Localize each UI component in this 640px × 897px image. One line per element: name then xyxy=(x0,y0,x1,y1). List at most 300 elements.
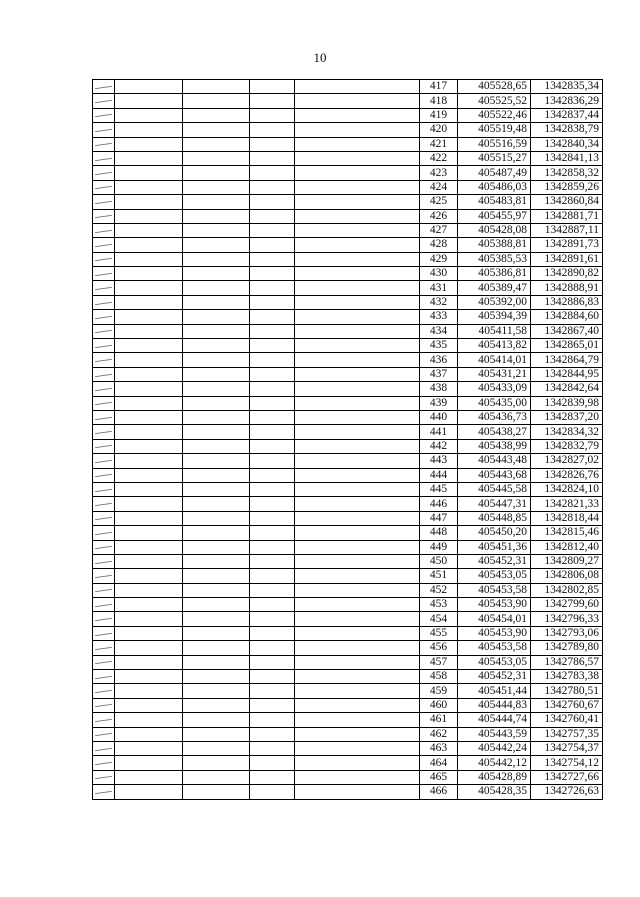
point-number-cell: 451 xyxy=(420,569,458,583)
empty-cell xyxy=(183,339,250,353)
empty-cell xyxy=(93,410,115,424)
empty-cell xyxy=(183,727,250,741)
empty-cell xyxy=(250,727,295,741)
empty-cell xyxy=(93,396,115,410)
empty-cell xyxy=(115,511,183,525)
y-coordinate-cell: 1342799,60 xyxy=(531,598,603,612)
empty-cell xyxy=(295,166,420,180)
empty-cell xyxy=(115,238,183,252)
empty-cell xyxy=(295,785,420,799)
x-coordinate-cell: 405528,65 xyxy=(458,80,531,94)
point-number-cell: 453 xyxy=(420,598,458,612)
empty-cell xyxy=(183,569,250,583)
y-coordinate-cell: 1342840,34 xyxy=(531,137,603,151)
empty-cell xyxy=(295,727,420,741)
empty-cell xyxy=(93,267,115,281)
empty-cell xyxy=(183,454,250,468)
point-number-cell: 426 xyxy=(420,209,458,223)
x-coordinate-cell: 405454,01 xyxy=(458,612,531,626)
point-number-cell: 422 xyxy=(420,151,458,165)
x-coordinate-cell: 405486,03 xyxy=(458,180,531,194)
table-row xyxy=(93,367,603,381)
empty-cell xyxy=(183,612,250,626)
empty-cell xyxy=(183,583,250,597)
empty-cell xyxy=(93,425,115,439)
y-coordinate-cell: 1342821,33 xyxy=(531,497,603,511)
empty-cell xyxy=(93,482,115,496)
empty-cell xyxy=(183,482,250,496)
empty-cell xyxy=(250,166,295,180)
x-coordinate-cell: 405413,82 xyxy=(458,339,531,353)
empty-cell xyxy=(93,655,115,669)
empty-cell xyxy=(93,741,115,755)
x-coordinate-cell: 405388,81 xyxy=(458,238,531,252)
empty-cell xyxy=(183,137,250,151)
y-coordinate-cell: 1342802,85 xyxy=(531,583,603,597)
y-coordinate-cell: 1342839,98 xyxy=(531,396,603,410)
x-coordinate-cell: 405394,39 xyxy=(458,310,531,324)
y-coordinate-cell: 1342888,91 xyxy=(531,281,603,295)
empty-cell xyxy=(295,454,420,468)
empty-cell xyxy=(115,655,183,669)
y-coordinate-cell: 1342826,76 xyxy=(531,468,603,482)
empty-cell xyxy=(93,439,115,453)
table-row xyxy=(93,410,603,424)
empty-cell xyxy=(295,123,420,137)
x-coordinate-cell: 405431,21 xyxy=(458,367,531,381)
empty-cell xyxy=(93,223,115,237)
point-number-cell: 438 xyxy=(420,382,458,396)
point-number-cell: 459 xyxy=(420,684,458,698)
empty-cell xyxy=(250,123,295,137)
y-coordinate-cell: 1342796,33 xyxy=(531,612,603,626)
x-coordinate-cell: 405451,44 xyxy=(458,684,531,698)
empty-cell xyxy=(295,439,420,453)
empty-cell xyxy=(115,741,183,755)
empty-cell xyxy=(115,482,183,496)
empty-cell xyxy=(183,425,250,439)
point-number-cell: 466 xyxy=(420,785,458,799)
empty-cell xyxy=(183,238,250,252)
point-number-cell: 430 xyxy=(420,267,458,281)
empty-cell xyxy=(295,684,420,698)
empty-cell xyxy=(250,295,295,309)
point-number-cell: 465 xyxy=(420,770,458,784)
y-coordinate-cell: 1342815,46 xyxy=(531,526,603,540)
empty-cell xyxy=(250,223,295,237)
table-row xyxy=(93,223,603,237)
empty-cell xyxy=(295,209,420,223)
point-number-cell: 461 xyxy=(420,713,458,727)
x-coordinate-cell: 405453,58 xyxy=(458,583,531,597)
empty-cell xyxy=(115,252,183,266)
x-coordinate-cell: 405448,85 xyxy=(458,511,531,525)
empty-cell xyxy=(115,785,183,799)
table-row xyxy=(93,511,603,525)
x-coordinate-cell: 405444,74 xyxy=(458,713,531,727)
empty-cell xyxy=(93,209,115,223)
empty-cell xyxy=(183,439,250,453)
empty-cell xyxy=(183,410,250,424)
empty-cell xyxy=(115,554,183,568)
empty-cell xyxy=(115,583,183,597)
empty-cell xyxy=(93,180,115,194)
empty-cell xyxy=(295,367,420,381)
table-row xyxy=(93,756,603,770)
empty-cell xyxy=(250,367,295,381)
point-number-cell: 455 xyxy=(420,626,458,640)
empty-cell xyxy=(93,540,115,554)
y-coordinate-cell: 1342864,79 xyxy=(531,353,603,367)
empty-cell xyxy=(183,166,250,180)
table-row xyxy=(93,339,603,353)
empty-cell xyxy=(115,641,183,655)
x-coordinate-cell: 405443,59 xyxy=(458,727,531,741)
empty-cell xyxy=(295,713,420,727)
table-row xyxy=(93,482,603,496)
point-number-cell: 463 xyxy=(420,741,458,755)
y-coordinate-cell: 1342859,26 xyxy=(531,180,603,194)
x-coordinate-cell: 405414,01 xyxy=(458,353,531,367)
table-row xyxy=(93,583,603,597)
empty-cell xyxy=(183,267,250,281)
empty-cell xyxy=(250,439,295,453)
table-row xyxy=(93,382,603,396)
empty-cell xyxy=(250,310,295,324)
empty-cell xyxy=(115,756,183,770)
empty-cell xyxy=(295,526,420,540)
y-coordinate-cell: 1342837,44 xyxy=(531,108,603,122)
empty-cell xyxy=(93,151,115,165)
empty-cell xyxy=(115,137,183,151)
table-row xyxy=(93,151,603,165)
empty-cell xyxy=(250,137,295,151)
y-coordinate-cell: 1342727,66 xyxy=(531,770,603,784)
empty-cell xyxy=(250,612,295,626)
empty-cell xyxy=(250,540,295,554)
empty-cell xyxy=(183,497,250,511)
empty-cell xyxy=(183,94,250,108)
y-coordinate-cell: 1342726,63 xyxy=(531,785,603,799)
x-coordinate-cell: 405525,52 xyxy=(458,94,531,108)
empty-cell xyxy=(115,281,183,295)
empty-cell xyxy=(295,770,420,784)
empty-cell xyxy=(183,670,250,684)
empty-cell xyxy=(183,526,250,540)
empty-cell xyxy=(93,727,115,741)
empty-cell xyxy=(250,511,295,525)
point-number-cell: 444 xyxy=(420,468,458,482)
empty-cell xyxy=(183,223,250,237)
point-number-cell: 440 xyxy=(420,410,458,424)
table-row xyxy=(93,713,603,727)
empty-cell xyxy=(115,324,183,338)
empty-cell xyxy=(93,641,115,655)
empty-cell xyxy=(115,612,183,626)
y-coordinate-cell: 1342890,82 xyxy=(531,267,603,281)
empty-cell xyxy=(295,195,420,209)
point-number-cell: 431 xyxy=(420,281,458,295)
y-coordinate-cell: 1342835,34 xyxy=(531,80,603,94)
empty-cell xyxy=(93,626,115,640)
table-row xyxy=(93,238,603,252)
empty-cell xyxy=(183,252,250,266)
y-coordinate-cell: 1342806,08 xyxy=(531,569,603,583)
point-number-cell: 456 xyxy=(420,641,458,655)
empty-cell xyxy=(295,583,420,597)
x-coordinate-cell: 405519,48 xyxy=(458,123,531,137)
coordinates-table xyxy=(92,79,603,800)
y-coordinate-cell: 1342786,57 xyxy=(531,655,603,669)
empty-cell xyxy=(250,770,295,784)
empty-cell xyxy=(250,382,295,396)
empty-cell xyxy=(295,554,420,568)
empty-cell xyxy=(183,324,250,338)
table-row xyxy=(93,655,603,669)
empty-cell xyxy=(250,641,295,655)
y-coordinate-cell: 1342780,51 xyxy=(531,684,603,698)
point-number-cell: 436 xyxy=(420,353,458,367)
table-row xyxy=(93,641,603,655)
empty-cell xyxy=(250,454,295,468)
empty-cell xyxy=(93,583,115,597)
table-row xyxy=(93,540,603,554)
table-row xyxy=(93,670,603,684)
y-coordinate-cell: 1342760,41 xyxy=(531,713,603,727)
empty-cell xyxy=(295,353,420,367)
empty-cell xyxy=(93,526,115,540)
point-number-cell: 427 xyxy=(420,223,458,237)
empty-cell xyxy=(295,295,420,309)
empty-cell xyxy=(93,497,115,511)
empty-cell xyxy=(295,569,420,583)
empty-cell xyxy=(183,713,250,727)
point-number-cell: 454 xyxy=(420,612,458,626)
empty-cell xyxy=(115,195,183,209)
x-coordinate-cell: 405487,49 xyxy=(458,166,531,180)
empty-cell xyxy=(183,108,250,122)
empty-cell xyxy=(115,439,183,453)
table-row xyxy=(93,324,603,338)
x-coordinate-cell: 405444,83 xyxy=(458,698,531,712)
empty-cell xyxy=(93,670,115,684)
empty-cell xyxy=(250,180,295,194)
empty-cell xyxy=(183,367,250,381)
empty-cell xyxy=(93,756,115,770)
empty-cell xyxy=(250,425,295,439)
empty-cell xyxy=(250,353,295,367)
y-coordinate-cell: 1342837,20 xyxy=(531,410,603,424)
y-coordinate-cell: 1342844,95 xyxy=(531,367,603,381)
empty-cell xyxy=(250,238,295,252)
y-coordinate-cell: 1342812,40 xyxy=(531,540,603,554)
empty-cell xyxy=(183,540,250,554)
empty-cell xyxy=(250,598,295,612)
empty-cell xyxy=(183,785,250,799)
table-row xyxy=(93,598,603,612)
point-number-cell: 432 xyxy=(420,295,458,309)
empty-cell xyxy=(250,324,295,338)
empty-cell xyxy=(295,267,420,281)
x-coordinate-cell: 405483,81 xyxy=(458,195,531,209)
empty-cell xyxy=(115,151,183,165)
point-number-cell: 433 xyxy=(420,310,458,324)
empty-cell xyxy=(250,569,295,583)
x-coordinate-cell: 405445,58 xyxy=(458,482,531,496)
y-coordinate-cell: 1342783,38 xyxy=(531,670,603,684)
empty-cell xyxy=(115,727,183,741)
empty-cell xyxy=(183,80,250,94)
empty-cell xyxy=(250,209,295,223)
x-coordinate-cell: 405438,99 xyxy=(458,439,531,453)
empty-cell xyxy=(250,396,295,410)
x-coordinate-cell: 405452,31 xyxy=(458,554,531,568)
y-coordinate-cell: 1342789,80 xyxy=(531,641,603,655)
empty-cell xyxy=(295,741,420,755)
empty-cell xyxy=(93,80,115,94)
empty-cell xyxy=(93,238,115,252)
point-number-cell: 450 xyxy=(420,554,458,568)
empty-cell xyxy=(250,626,295,640)
point-number-cell: 452 xyxy=(420,583,458,597)
empty-cell xyxy=(93,166,115,180)
empty-cell xyxy=(295,310,420,324)
x-coordinate-cell: 405516,59 xyxy=(458,137,531,151)
empty-cell xyxy=(93,123,115,137)
y-coordinate-cell: 1342860,84 xyxy=(531,195,603,209)
x-coordinate-cell: 405428,35 xyxy=(458,785,531,799)
empty-cell xyxy=(115,94,183,108)
point-number-cell: 437 xyxy=(420,367,458,381)
x-coordinate-cell: 405436,73 xyxy=(458,410,531,424)
point-number-cell: 441 xyxy=(420,425,458,439)
empty-cell xyxy=(93,569,115,583)
point-number-cell: 464 xyxy=(420,756,458,770)
empty-cell xyxy=(250,497,295,511)
empty-cell xyxy=(295,641,420,655)
empty-cell xyxy=(295,511,420,525)
empty-cell xyxy=(115,698,183,712)
empty-cell xyxy=(93,252,115,266)
empty-cell xyxy=(183,382,250,396)
x-coordinate-cell: 405442,24 xyxy=(458,741,531,755)
point-number-cell: 460 xyxy=(420,698,458,712)
y-coordinate-cell: 1342824,10 xyxy=(531,482,603,496)
empty-cell xyxy=(183,598,250,612)
x-coordinate-cell: 405451,36 xyxy=(458,540,531,554)
empty-cell xyxy=(115,108,183,122)
y-coordinate-cell: 1342842,64 xyxy=(531,382,603,396)
empty-cell xyxy=(295,540,420,554)
empty-cell xyxy=(183,281,250,295)
y-coordinate-cell: 1342834,32 xyxy=(531,425,603,439)
x-coordinate-cell: 405447,31 xyxy=(458,497,531,511)
point-number-cell: 439 xyxy=(420,396,458,410)
table-row xyxy=(93,785,603,799)
empty-cell xyxy=(93,468,115,482)
empty-cell xyxy=(93,324,115,338)
empty-cell xyxy=(115,166,183,180)
y-coordinate-cell: 1342887,11 xyxy=(531,223,603,237)
empty-cell xyxy=(115,353,183,367)
table-row xyxy=(93,439,603,453)
point-number-cell: 425 xyxy=(420,195,458,209)
empty-cell xyxy=(115,180,183,194)
empty-cell xyxy=(115,123,183,137)
empty-cell xyxy=(93,367,115,381)
x-coordinate-cell: 405442,12 xyxy=(458,756,531,770)
x-coordinate-cell: 405453,05 xyxy=(458,569,531,583)
point-number-cell: 449 xyxy=(420,540,458,554)
y-coordinate-cell: 1342865,01 xyxy=(531,339,603,353)
y-coordinate-cell: 1342832,79 xyxy=(531,439,603,453)
empty-cell xyxy=(183,626,250,640)
empty-cell xyxy=(93,698,115,712)
y-coordinate-cell: 1342793,06 xyxy=(531,626,603,640)
empty-cell xyxy=(183,209,250,223)
table-row xyxy=(93,123,603,137)
empty-cell xyxy=(115,339,183,353)
x-coordinate-cell: 405438,27 xyxy=(458,425,531,439)
empty-cell xyxy=(295,756,420,770)
empty-cell xyxy=(250,410,295,424)
table-row xyxy=(93,137,603,151)
point-number-cell: 434 xyxy=(420,324,458,338)
point-number-cell: 457 xyxy=(420,655,458,669)
x-coordinate-cell: 405411,58 xyxy=(458,324,531,338)
table-body xyxy=(93,80,603,800)
x-coordinate-cell: 405428,08 xyxy=(458,223,531,237)
table-row xyxy=(93,526,603,540)
empty-cell xyxy=(93,281,115,295)
empty-cell xyxy=(183,655,250,669)
empty-cell xyxy=(250,684,295,698)
empty-cell xyxy=(295,626,420,640)
empty-cell xyxy=(250,267,295,281)
empty-cell xyxy=(295,482,420,496)
empty-cell xyxy=(115,713,183,727)
empty-cell xyxy=(93,94,115,108)
table-row xyxy=(93,727,603,741)
empty-cell xyxy=(115,569,183,583)
empty-cell xyxy=(250,526,295,540)
point-number-cell: 424 xyxy=(420,180,458,194)
point-number-cell: 448 xyxy=(420,526,458,540)
empty-cell xyxy=(93,511,115,525)
empty-cell xyxy=(295,670,420,684)
empty-cell xyxy=(93,713,115,727)
empty-cell xyxy=(115,267,183,281)
empty-cell xyxy=(183,195,250,209)
point-number-cell: 445 xyxy=(420,482,458,496)
x-coordinate-cell: 405450,20 xyxy=(458,526,531,540)
y-coordinate-cell: 1342891,61 xyxy=(531,252,603,266)
empty-cell xyxy=(250,468,295,482)
point-number-cell: 428 xyxy=(420,238,458,252)
empty-cell xyxy=(295,80,420,94)
empty-cell xyxy=(295,698,420,712)
empty-cell xyxy=(183,180,250,194)
y-coordinate-cell: 1342836,29 xyxy=(531,94,603,108)
empty-cell xyxy=(295,281,420,295)
empty-cell xyxy=(183,468,250,482)
empty-cell xyxy=(115,468,183,482)
x-coordinate-cell: 405453,05 xyxy=(458,655,531,669)
table-row xyxy=(93,108,603,122)
table-row xyxy=(93,497,603,511)
x-coordinate-cell: 405392,00 xyxy=(458,295,531,309)
empty-cell xyxy=(183,554,250,568)
